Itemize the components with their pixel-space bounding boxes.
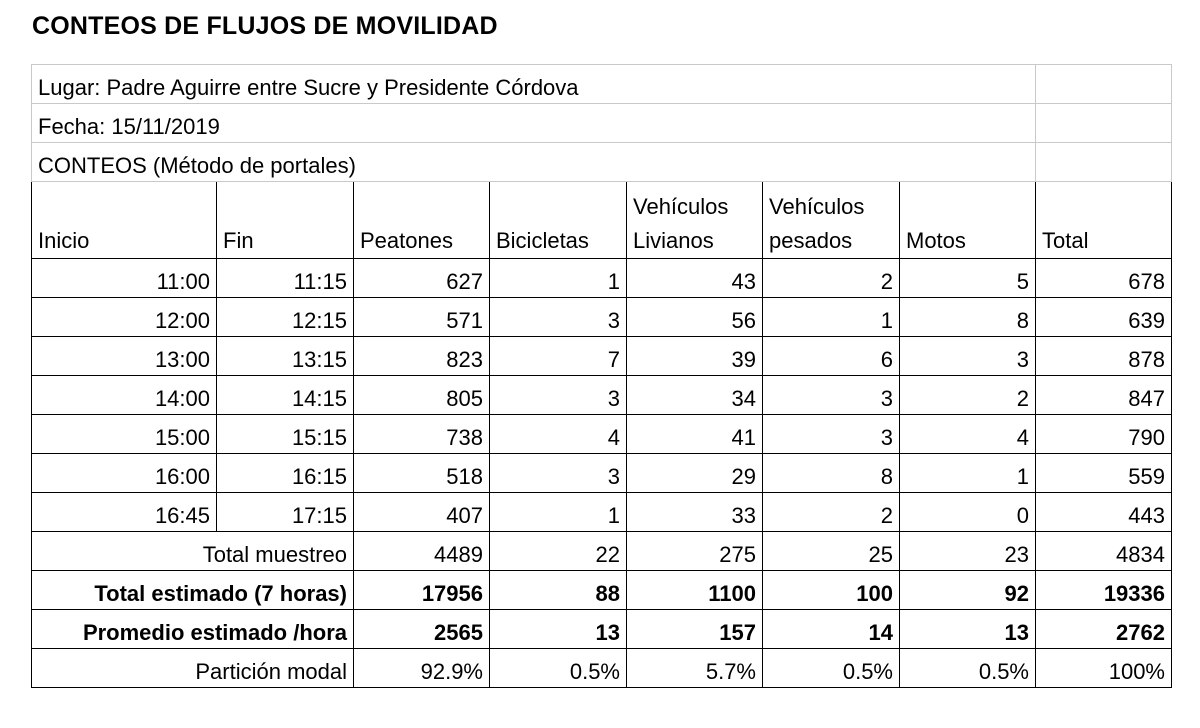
table-cell: 12:00 [32, 298, 217, 337]
summary-cell: 92 [900, 571, 1036, 610]
table-cell: 16:15 [217, 454, 354, 493]
column-header-text: Vehículos [769, 194, 865, 219]
table-cell: 8 [900, 298, 1036, 337]
table-cell: 1 [490, 493, 627, 532]
table-cell: 2 [763, 493, 900, 532]
table-cell: 41 [627, 415, 763, 454]
counts-table [31, 64, 1172, 688]
column-header [32, 182, 217, 259]
table-cell: 39 [627, 337, 763, 376]
summary-cell: 25 [763, 532, 900, 571]
summary-row [32, 532, 1172, 571]
summary-cell: 4834 [1036, 532, 1172, 571]
table-cell: 1 [490, 259, 627, 298]
column-header [490, 182, 627, 259]
column-header-text: Total [1042, 228, 1089, 253]
summary-cell: 5.7% [627, 649, 763, 688]
table-cell: 29 [627, 454, 763, 493]
column-header [1036, 182, 1172, 259]
summary-cell: 275 [627, 532, 763, 571]
summary-cell: 23 [900, 532, 1036, 571]
summary-cell: 100% [1036, 649, 1172, 688]
summary-cell: 100 [763, 571, 900, 610]
table-cell: 678 [1036, 259, 1172, 298]
column-header-text: Bicicletas [496, 228, 589, 253]
summary-cell: 0.5% [900, 649, 1036, 688]
summary-row [32, 610, 1172, 649]
table-cell: 738 [354, 415, 490, 454]
summary-cell: 2762 [1036, 610, 1172, 649]
empty-cell [1036, 104, 1172, 143]
table-cell: 56 [627, 298, 763, 337]
table-cell: 16:00 [32, 454, 217, 493]
table-row [32, 493, 1172, 532]
summary-cell: 1100 [627, 571, 763, 610]
table-cell: 16:45 [32, 493, 217, 532]
table-cell: 15:15 [217, 415, 354, 454]
summary-cell: 17956 [354, 571, 490, 610]
column-header [217, 182, 354, 259]
column-header-text: Peatones [360, 228, 453, 253]
summary-cell: 0.5% [763, 649, 900, 688]
table-cell: 4 [900, 415, 1036, 454]
table-cell: 6 [763, 337, 900, 376]
summary-label: Partición modal [32, 649, 354, 688]
empty-cell [1036, 65, 1172, 104]
date-cell: Fecha: 15/11/2019 [32, 104, 1036, 143]
table-row [32, 259, 1172, 298]
summary-label: Promedio estimado /hora [32, 610, 354, 649]
column-header-text: Inicio [38, 228, 90, 253]
table-cell: 13:00 [32, 337, 217, 376]
summary-cell: 4489 [354, 532, 490, 571]
table-row [32, 415, 1172, 454]
table-cell: 1 [900, 454, 1036, 493]
table-cell: 559 [1036, 454, 1172, 493]
summary-cell: 0.5% [490, 649, 627, 688]
table-cell: 11:00 [32, 259, 217, 298]
summary-cell: 13 [900, 610, 1036, 649]
table-cell: 33 [627, 493, 763, 532]
table-cell: 3 [490, 298, 627, 337]
column-header [627, 182, 763, 259]
summary-cell: 157 [627, 610, 763, 649]
table-cell: 1 [763, 298, 900, 337]
table-cell: 2 [763, 259, 900, 298]
table-row [32, 337, 1172, 376]
table-cell: 3 [490, 376, 627, 415]
table-row [32, 454, 1172, 493]
table-cell: 4 [490, 415, 627, 454]
summary-row [32, 571, 1172, 610]
method-cell: CONTEOS (Método de portales) [32, 143, 1036, 182]
table-cell: 12:15 [217, 298, 354, 337]
table-cell: 13:15 [217, 337, 354, 376]
table-cell: 17:15 [217, 493, 354, 532]
summary-cell: 88 [490, 571, 627, 610]
summary-label: Total muestreo [32, 532, 354, 571]
table-cell: 3 [900, 337, 1036, 376]
table-cell: 34 [627, 376, 763, 415]
table-cell: 571 [354, 298, 490, 337]
table-cell: 639 [1036, 298, 1172, 337]
summary-cell: 22 [490, 532, 627, 571]
column-header-text: Livianos [633, 228, 714, 253]
table-cell: 443 [1036, 493, 1172, 532]
column-header-text: Vehículos [633, 194, 729, 219]
table-cell: 7 [490, 337, 627, 376]
table-cell: 14:00 [32, 376, 217, 415]
table-cell: 407 [354, 493, 490, 532]
table-cell: 5 [900, 259, 1036, 298]
table-cell: 15:00 [32, 415, 217, 454]
summary-label: Total estimado (7 horas) [32, 571, 354, 610]
summary-cell: 13 [490, 610, 627, 649]
table-cell: 790 [1036, 415, 1172, 454]
column-header-text: pesados [769, 228, 853, 253]
table-cell: 878 [1036, 337, 1172, 376]
table-cell: 627 [354, 259, 490, 298]
table-cell: 2 [900, 376, 1036, 415]
location-cell: Lugar: Padre Aguirre entre Sucre y Presidente Córdova [32, 65, 1036, 104]
summary-cell: 14 [763, 610, 900, 649]
table-cell: 3 [763, 415, 900, 454]
table-cell: 3 [763, 376, 900, 415]
column-header [354, 182, 490, 259]
table-row [32, 376, 1172, 415]
table-row [32, 298, 1172, 337]
table-cell: 0 [900, 493, 1036, 532]
column-header [763, 182, 900, 259]
table-cell: 805 [354, 376, 490, 415]
table-cell: 823 [354, 337, 490, 376]
table-cell: 8 [763, 454, 900, 493]
header-row [32, 182, 1172, 259]
summary-cell: 19336 [1036, 571, 1172, 610]
column-header [900, 182, 1036, 259]
summary-cell: 92.9% [354, 649, 490, 688]
table-cell: 11:15 [217, 259, 354, 298]
table-cell: 3 [490, 454, 627, 493]
summary-cell: 2565 [354, 610, 490, 649]
table-cell: 43 [627, 259, 763, 298]
empty-cell [1036, 143, 1172, 182]
table-cell: 518 [354, 454, 490, 493]
column-header-text: Fin [223, 228, 254, 253]
page-title: CONTEOS DE FLUJOS DE MOVILIDAD [32, 12, 498, 40]
column-header-text: Motos [906, 228, 966, 253]
summary-row [32, 649, 1172, 688]
table-cell: 14:15 [217, 376, 354, 415]
table-cell: 847 [1036, 376, 1172, 415]
